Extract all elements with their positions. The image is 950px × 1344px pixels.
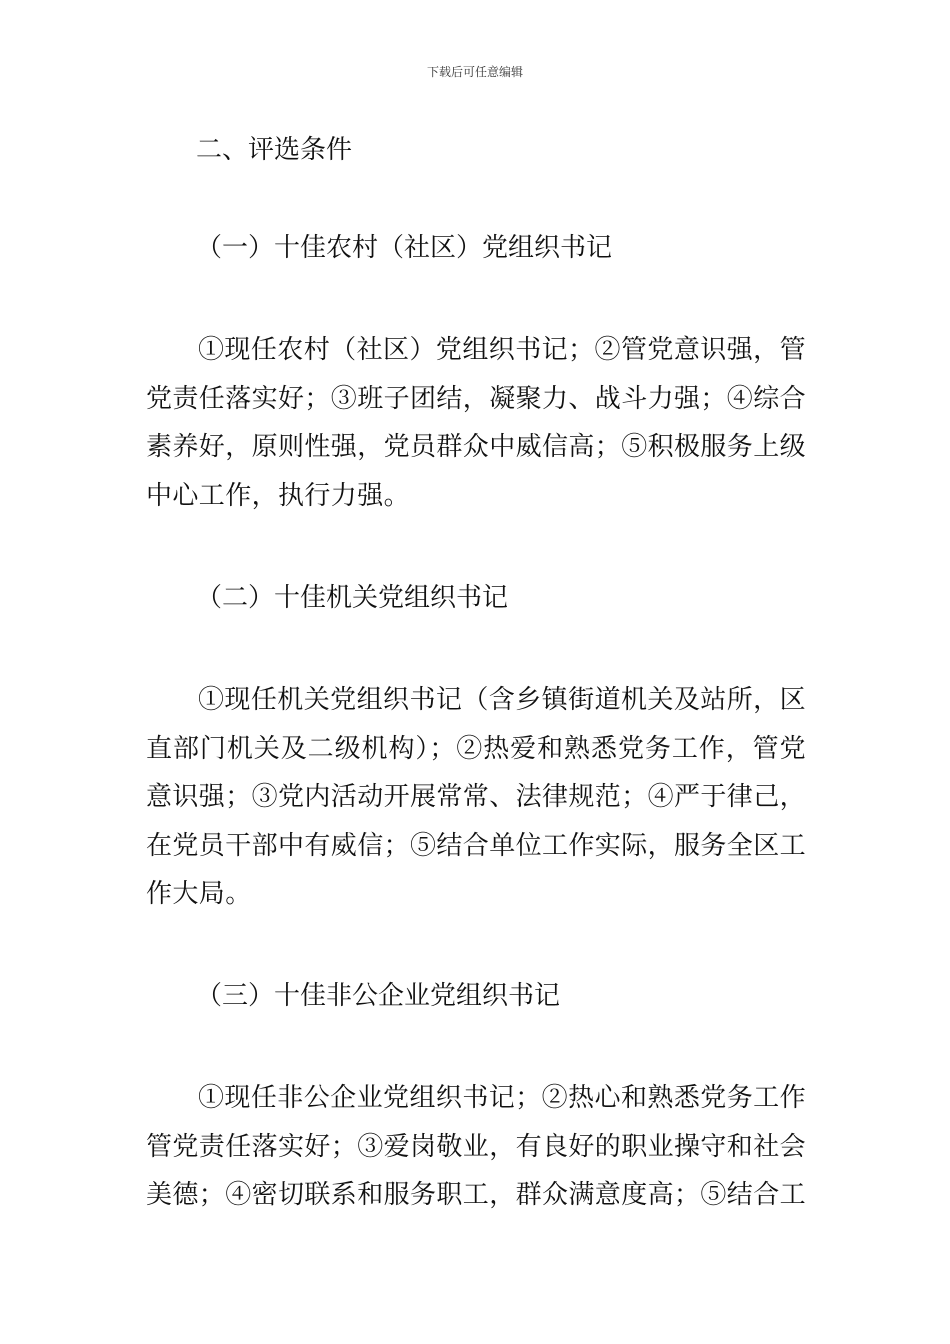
page-header-note: 下载后可任意编辑: [426, 65, 523, 79]
category-3-text: ①现任非公企业党组织书记；②热心和熟悉党务工作管党责任落实好；③爱岗敬业，有良好的职业操守和社会美德；④密切联系和服务职工，群众满意度高；⑤结合工: [146, 1083, 807, 1210]
category-2-text: ①现任机关党组织书记（含乡镇街道机关及站所，区直部门机关及二级机构）；②热爱和熟悉党务工作，管党意识强；③党内活动开展常常、法律规范；④严于律己，在党员干部中有威信；⑤结合单位工作实际，服务全区工作大局。: [146, 685, 807, 909]
section-title: 二、评选条件: [196, 135, 353, 165]
category-1-title: （一）十佳农村（社区）党组织书记: [196, 233, 613, 263]
category-1-text: ①现任农村（社区）党组织书记；②管党意识强，管党责任落实好；③班子团结，凝聚力、战斗力强；④综合素养好，原则性强，党员群众中威信高；⑤积极服务上级中心工作，执行力强。: [146, 335, 807, 511]
category-3-title: （三）十佳非公企业党组织书记: [196, 981, 561, 1011]
category-2-title: （二）十佳机关党组织书记: [196, 583, 509, 613]
